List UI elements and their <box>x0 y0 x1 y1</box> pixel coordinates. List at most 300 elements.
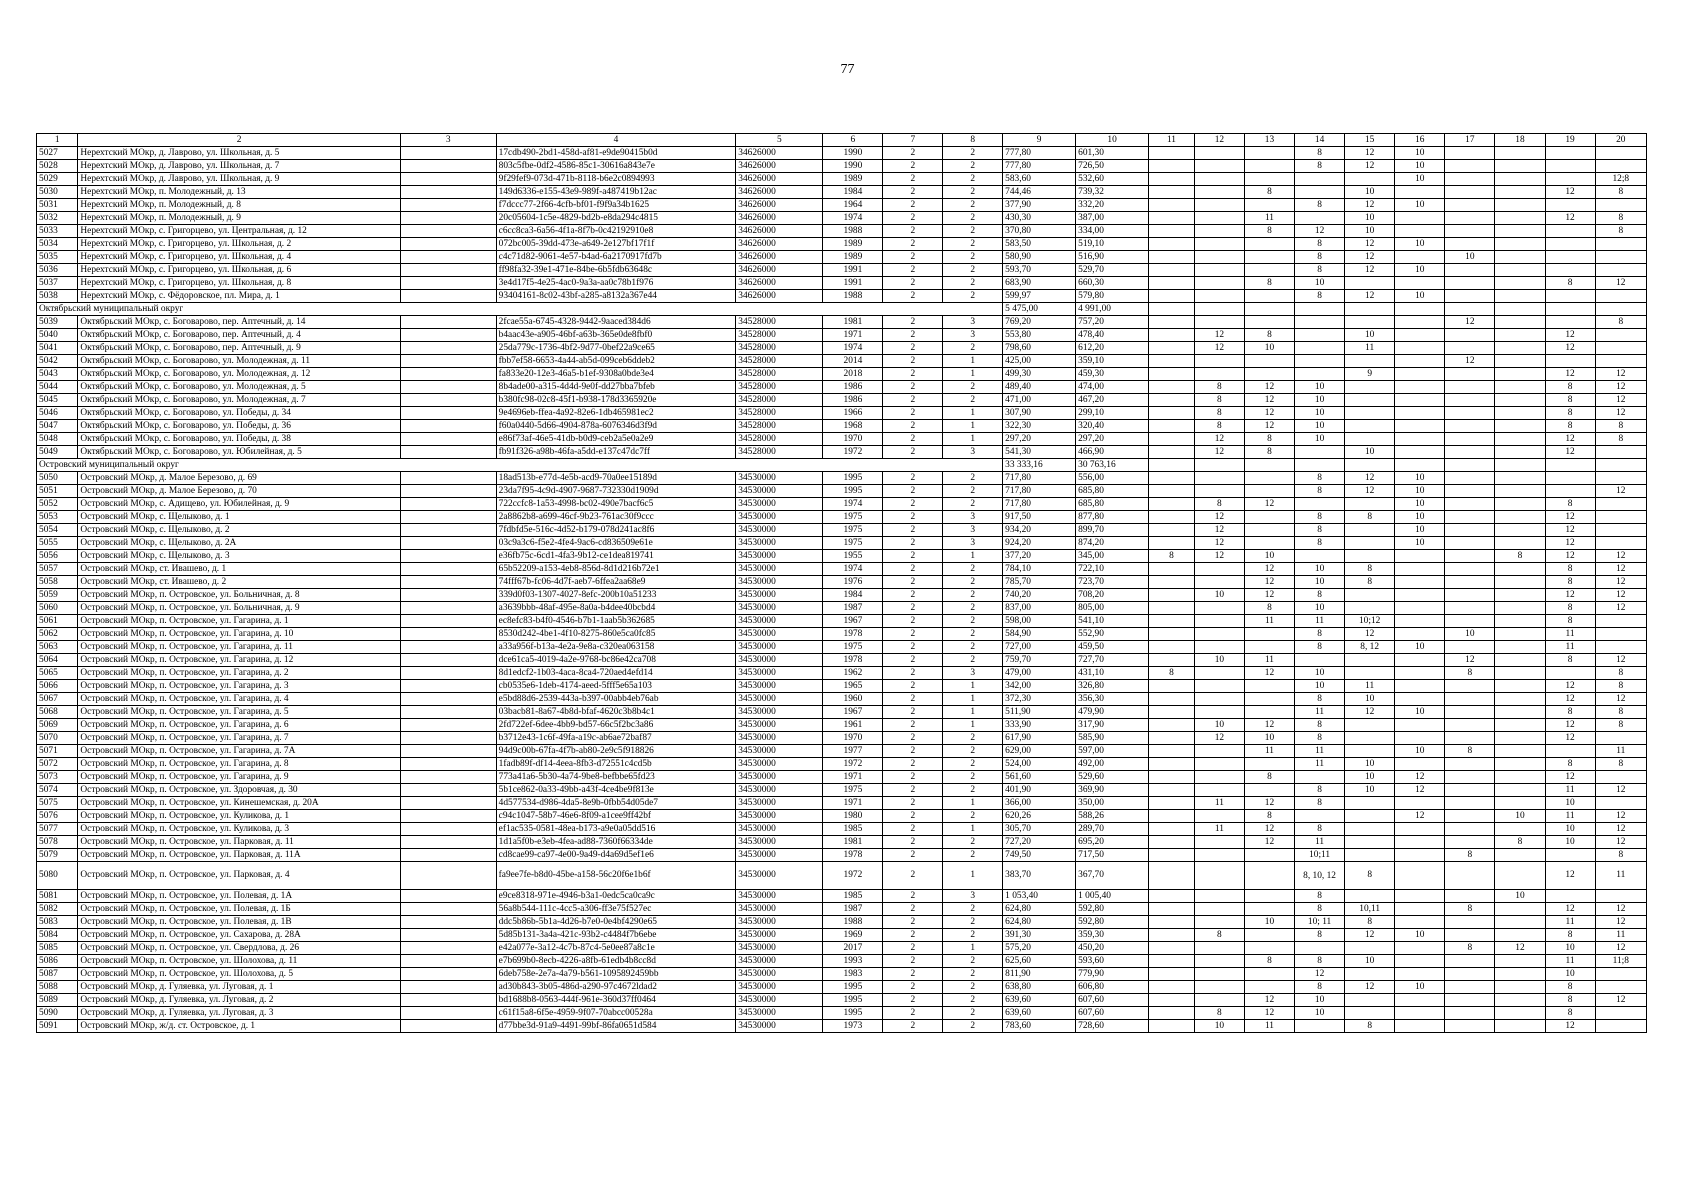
table-cell: 1 <box>943 942 1003 955</box>
table-cell: 2 <box>883 706 943 719</box>
table-cell <box>1345 173 1395 186</box>
table-cell: 1 <box>943 550 1003 563</box>
table-cell: 34530000 <box>736 836 823 849</box>
table-cell: 450,20 <box>1076 942 1149 955</box>
table-cell: 5034 <box>37 238 78 251</box>
table-cell: 8 <box>1295 264 1345 277</box>
table-cell: 10 <box>1395 524 1445 537</box>
table-cell <box>1345 277 1395 290</box>
table-cell: 8 <box>1295 199 1345 212</box>
table-row <box>37 368 1647 381</box>
table-cell <box>1395 550 1445 563</box>
table-cell: 1985 <box>823 890 883 903</box>
table-cell <box>400 394 496 407</box>
table-cell: 638,80 <box>1003 981 1076 994</box>
table-cell <box>1149 732 1195 745</box>
table-cell <box>1345 381 1395 394</box>
table-cell: 7fdbfd5e-516c-4d52-b179-078d241ac8f6 <box>496 524 736 537</box>
table-cell: 8 <box>1295 485 1345 498</box>
table-cell: 10 <box>1395 511 1445 524</box>
table-cell <box>1149 472 1195 485</box>
table-cell <box>1495 368 1545 381</box>
table-cell <box>1194 290 1244 303</box>
table-cell: 10 <box>1395 641 1445 654</box>
table-cell <box>400 420 496 433</box>
table-cell <box>1445 797 1495 810</box>
table-cell <box>1495 955 1545 968</box>
table-cell: 8 <box>1545 981 1595 994</box>
table-cell <box>1495 654 1545 667</box>
table-cell: 1d1a5f0b-e3eb-4fea-ad88-7360f66334de <box>496 836 736 849</box>
table-cell: Октябрьский МОкр, с. Боговарово, ул. Молодежная, д. 5 <box>78 381 400 394</box>
table-cell: Нерехтский МОкр, д. Лаврово, ул. Школьная, д. 5 <box>78 147 400 160</box>
table-cell: 2 <box>883 407 943 420</box>
table-cell: 593,60 <box>1076 955 1149 968</box>
table-cell <box>1295 498 1345 511</box>
table-cell <box>1244 147 1294 160</box>
table-cell <box>1149 420 1195 433</box>
table-cell: 1960 <box>823 693 883 706</box>
column-number: 10 <box>1076 134 1149 147</box>
table-cell: 8 <box>1595 186 1646 199</box>
table-cell <box>1345 994 1395 1007</box>
table-cell <box>1495 394 1545 407</box>
table-cell: 11 <box>1545 628 1595 641</box>
column-number: 12 <box>1194 134 1244 147</box>
table-cell: 25da779c-1736-4bf2-9d77-0bef22a9ce65 <box>496 342 736 355</box>
table-cell <box>1495 563 1545 576</box>
table-row <box>37 485 1647 498</box>
table-cell: 12 <box>1244 420 1294 433</box>
table-cell: 34626000 <box>736 186 823 199</box>
table-cell: 12 <box>1345 199 1395 212</box>
table-cell <box>1495 264 1545 277</box>
table-row <box>37 719 1647 732</box>
table-cell: 5088 <box>37 981 78 994</box>
table-cell: 1974 <box>823 498 883 511</box>
table-cell: 8 <box>1545 576 1595 589</box>
table-cell <box>1445 758 1495 771</box>
table-cell <box>1495 602 1545 615</box>
table-cell <box>1495 667 1545 680</box>
table-cell: 2017 <box>823 942 883 955</box>
table-cell: 708,20 <box>1076 589 1149 602</box>
table-cell <box>1595 329 1646 342</box>
table-cell <box>1149 277 1195 290</box>
table-cell: 34626000 <box>736 147 823 160</box>
table-cell: 1969 <box>823 929 883 942</box>
table-cell: 11 <box>1295 745 1345 758</box>
table-cell <box>1149 407 1195 420</box>
table-cell: 8 <box>1295 160 1345 173</box>
table-cell <box>400 225 496 238</box>
table-cell <box>400 251 496 264</box>
table-cell <box>1395 628 1445 641</box>
table-cell: 34626000 <box>736 160 823 173</box>
table-cell: 2 <box>883 381 943 394</box>
table-cell: 10;12 <box>1345 615 1395 628</box>
table-cell: 305,70 <box>1003 823 1076 836</box>
table-cell: 23da7f95-4c9d-4907-9687-732330d1909d <box>496 485 736 498</box>
table-cell: 467,20 <box>1076 394 1149 407</box>
table-cell: 12 <box>1595 485 1646 498</box>
table-cell: 8 <box>1545 615 1595 628</box>
table-cell: 2 <box>883 745 943 758</box>
table-cell <box>1495 147 1545 160</box>
table-row <box>37 160 1647 173</box>
table-cell <box>400 589 496 602</box>
table-cell: 10 <box>1295 667 1345 680</box>
table-cell: 2 <box>883 368 943 381</box>
table-cell <box>1595 472 1646 485</box>
table-cell: 585,90 <box>1076 732 1149 745</box>
table-cell <box>1149 511 1195 524</box>
table-cell <box>1495 485 1545 498</box>
table-cell <box>1595 199 1646 212</box>
table-cell: 5080 <box>37 862 78 890</box>
table-cell <box>1345 745 1395 758</box>
table-cell: 805,00 <box>1076 602 1149 615</box>
table-cell <box>1595 355 1646 368</box>
table-cell <box>400 810 496 823</box>
table-cell <box>1345 433 1395 446</box>
table-cell: 8 <box>1295 251 1345 264</box>
table-cell <box>1345 550 1395 563</box>
table-cell: 1975 <box>823 641 883 654</box>
table-cell <box>1345 420 1395 433</box>
table-cell <box>400 485 496 498</box>
table-cell: Островский МОкр, п. Островское, ул. Полевая, д. 1А <box>78 890 400 903</box>
table-cell <box>1194 706 1244 719</box>
table-cell <box>1149 498 1195 511</box>
table-cell: 10 <box>1345 446 1395 459</box>
table-cell: e5bd88d6-2539-443a-b397-00abb4eb76ab <box>496 693 736 706</box>
table-cell: 10 <box>1345 784 1395 797</box>
column-number: 7 <box>883 134 943 147</box>
table-cell: 12 <box>1595 994 1646 1007</box>
table-cell: Нерехтский МОкр, с. Григорцево, ул. Школьная, д. 2 <box>78 238 400 251</box>
table-cell: 8 <box>1545 654 1595 667</box>
table-cell: 12 <box>1244 394 1294 407</box>
table-cell <box>1149 355 1195 368</box>
table-cell: 2018 <box>823 368 883 381</box>
table-row <box>37 955 1647 968</box>
table-cell: 8d1edcf2-1b03-4aca-8ca4-720aed4efd14 <box>496 667 736 680</box>
table-cell <box>1445 1020 1495 1033</box>
table-cell <box>1244 264 1294 277</box>
table-cell: 2 <box>883 903 943 916</box>
table-cell: 34530000 <box>736 771 823 784</box>
table-cell: 479,90 <box>1076 706 1149 719</box>
table-cell: 2 <box>883 836 943 849</box>
table-cell: Островский МОкр, п. Островское, ул. Больничная, д. 9 <box>78 602 400 615</box>
table-cell: 2 <box>883 680 943 693</box>
table-cell <box>1149 758 1195 771</box>
table-cell <box>1495 615 1545 628</box>
table-cell <box>1395 186 1445 199</box>
table-cell: 1975 <box>823 537 883 550</box>
table-cell: 10 <box>1244 342 1294 355</box>
table-cell: 5071 <box>37 745 78 758</box>
table-cell: 478,40 <box>1076 329 1149 342</box>
table-cell <box>1244 485 1294 498</box>
table-cell: 3 <box>943 537 1003 550</box>
table-cell: 12 <box>1545 771 1595 784</box>
table-cell: 723,70 <box>1076 576 1149 589</box>
table-cell: 34530000 <box>736 942 823 955</box>
table-cell: 8b4ade00-a315-4d4d-9e0f-dd27bba7bfeb <box>496 381 736 394</box>
table-cell: 2 <box>883 771 943 784</box>
table-cell: 8 <box>1595 225 1646 238</box>
table-cell: 322,30 <box>1003 420 1076 433</box>
table-cell <box>1445 994 1495 1007</box>
table-cell <box>1495 797 1545 810</box>
table-row <box>37 563 1647 576</box>
table-cell <box>1445 381 1495 394</box>
table-cell: Октябрьский МОкр, с. Боговарово, ул. Молодежная, д. 7 <box>78 394 400 407</box>
table-cell: Островский МОкр, д. Малое Березово, д. 69 <box>78 472 400 485</box>
table-cell <box>1395 212 1445 225</box>
table-cell: 598,00 <box>1003 615 1076 628</box>
table-cell: 1976 <box>823 576 883 589</box>
table-cell <box>400 994 496 1007</box>
table-cell: 34530000 <box>736 758 823 771</box>
table-cell <box>1395 862 1445 890</box>
table-cell: ef1ac535-0581-48ea-b173-a9e0a05dd516 <box>496 823 736 836</box>
table-cell: 12 <box>1194 550 1244 563</box>
table-cell: 34530000 <box>736 823 823 836</box>
table-cell <box>1495 771 1545 784</box>
table-cell <box>1194 615 1244 628</box>
table-cell: 34530000 <box>736 849 823 862</box>
table-cell <box>1149 719 1195 732</box>
table-cell <box>1149 1007 1195 1020</box>
table-cell <box>1345 394 1395 407</box>
table-cell <box>1244 706 1294 719</box>
table-cell: 12 <box>1595 576 1646 589</box>
table-cell: 2 <box>943 849 1003 862</box>
table-cell: 2 <box>883 511 943 524</box>
table-cell: 8530d242-4be1-4f10-8275-860e5ca0fc85 <box>496 628 736 641</box>
table-cell <box>400 264 496 277</box>
table-cell: 93404161-8c02-43bf-a285-a8132a367e44 <box>496 290 736 303</box>
table-cell: 599,97 <box>1003 290 1076 303</box>
table-cell: 583,60 <box>1003 173 1076 186</box>
table-cell <box>400 342 496 355</box>
table-cell: b4aac43e-a905-46bf-a63b-365e0de8fbf0 <box>496 329 736 342</box>
table-row <box>37 810 1647 823</box>
table-cell: 8 <box>1194 407 1244 420</box>
table-cell: Островский МОкр, с. Щелыково, д. 2 <box>78 524 400 537</box>
table-cell: 1981 <box>823 836 883 849</box>
table-cell <box>1445 485 1495 498</box>
table-cell: 2 <box>883 199 943 212</box>
table-cell: 529,70 <box>1076 264 1149 277</box>
table-cell: 3 <box>943 890 1003 903</box>
table-cell: 837,00 <box>1003 602 1076 615</box>
table-cell: 5085 <box>37 942 78 955</box>
table-cell <box>400 329 496 342</box>
table-cell: 1995 <box>823 994 883 1007</box>
table-cell: 2 <box>943 472 1003 485</box>
table-cell: 339d0f03-1307-4027-8efc-200b10a51233 <box>496 589 736 602</box>
table-cell <box>1149 160 1195 173</box>
table-cell: 1 005,40 <box>1076 890 1149 903</box>
table-cell: 34530000 <box>736 693 823 706</box>
table-cell: 12 <box>1194 446 1244 459</box>
table-cell: 12 <box>1244 836 1294 849</box>
table-cell: Октябрьский МОкр, с. Боговарово, ул. Победы, д. 36 <box>78 420 400 433</box>
table-cell: 34528000 <box>736 329 823 342</box>
table-cell: 377,20 <box>1003 550 1076 563</box>
table-cell: 2 <box>943 147 1003 160</box>
table-cell <box>1194 225 1244 238</box>
table-cell: 556,00 <box>1076 472 1149 485</box>
table-cell: 10 <box>1244 550 1294 563</box>
table-cell: 759,70 <box>1003 654 1076 667</box>
table-cell: 8 <box>1149 667 1195 680</box>
table-cell <box>1495 849 1545 862</box>
table-cell: 8 <box>1595 667 1646 680</box>
table-row <box>37 784 1647 797</box>
table-cell: 12 <box>1595 916 1646 929</box>
table-cell: c94c1047-58b7-46e6-8f09-a1cee9ff42bf <box>496 810 736 823</box>
table-cell: 12 <box>1345 160 1395 173</box>
table-cell: 10 <box>1395 537 1445 550</box>
table-cell <box>1244 199 1294 212</box>
table-cell <box>1194 459 1244 472</box>
table-cell: 289,70 <box>1076 823 1149 836</box>
table-cell <box>1495 628 1545 641</box>
table-cell <box>1495 290 1545 303</box>
table-cell: 11 <box>1545 955 1595 968</box>
table-cell: 8 <box>1295 955 1345 968</box>
section-total: 33 333,16 <box>1003 459 1076 472</box>
table-cell: 1987 <box>823 903 883 916</box>
table-cell: 8 <box>1545 407 1595 420</box>
table-cell <box>1244 524 1294 537</box>
table-cell <box>1244 173 1294 186</box>
table-cell: 726,50 <box>1076 160 1149 173</box>
table-cell <box>400 615 496 628</box>
table-cell <box>1545 316 1595 329</box>
table-cell <box>1194 836 1244 849</box>
table-cell: 149d6336-e155-43e9-989f-a487419b12ac <box>496 186 736 199</box>
table-cell: 2 <box>883 277 943 290</box>
table-cell: 625,60 <box>1003 955 1076 968</box>
table-cell: 2 <box>943 1020 1003 1033</box>
table-cell: 5091 <box>37 1020 78 1033</box>
table-cell: 8 <box>1595 758 1646 771</box>
table-cell: 8 <box>1295 784 1345 797</box>
table-cell: 2 <box>943 784 1003 797</box>
table-cell: 10 <box>1395 264 1445 277</box>
table-cell: 12 <box>1194 433 1244 446</box>
table-cell <box>400 550 496 563</box>
table-cell <box>1495 994 1545 1007</box>
table-cell: 740,20 <box>1003 589 1076 602</box>
table-cell <box>1545 849 1595 862</box>
table-cell: 10 <box>1395 485 1445 498</box>
table-cell <box>1395 368 1445 381</box>
table-cell: 367,70 <box>1076 862 1149 890</box>
table-cell <box>1595 446 1646 459</box>
section-total: 4 991,00 <box>1076 303 1149 316</box>
table-cell: 1977 <box>823 745 883 758</box>
column-number: 8 <box>943 134 1003 147</box>
table-cell: 5078 <box>37 836 78 849</box>
table-cell <box>1395 394 1445 407</box>
table-cell <box>1445 890 1495 903</box>
table-cell: 34530000 <box>736 563 823 576</box>
table-cell <box>1244 903 1294 916</box>
table-cell <box>1149 394 1195 407</box>
table-cell: 1993 <box>823 955 883 968</box>
column-number: 4 <box>496 134 736 147</box>
table-cell: Октябрьский МОкр, с. Боговарово, пер. Аптечный, д. 4 <box>78 329 400 342</box>
column-number: 20 <box>1595 134 1646 147</box>
table-cell: 12 <box>1395 810 1445 823</box>
table-cell: 777,80 <box>1003 147 1076 160</box>
table-cell: 10 <box>1194 654 1244 667</box>
table-cell: 12 <box>1595 810 1646 823</box>
table-cell: 350,00 <box>1076 797 1149 810</box>
table-cell: 1 <box>943 862 1003 890</box>
table-cell: 8 <box>1545 277 1595 290</box>
table-cell <box>400 277 496 290</box>
table-cell: 12 <box>1295 968 1345 981</box>
table-cell: 5074 <box>37 784 78 797</box>
table-cell: 617,90 <box>1003 732 1076 745</box>
table-cell: 2 <box>883 264 943 277</box>
table-cell: 10 <box>1345 693 1395 706</box>
table-cell <box>1244 316 1294 329</box>
table-cell: 2 <box>883 628 943 641</box>
table-cell: 2 <box>883 667 943 680</box>
table-cell: 2 <box>943 641 1003 654</box>
table-cell: 10 <box>1345 329 1395 342</box>
table-cell: 2 <box>943 576 1003 589</box>
column-number-row <box>37 134 1647 147</box>
table-row <box>37 407 1647 420</box>
table-cell: 8 <box>1445 903 1495 916</box>
table-cell <box>400 472 496 485</box>
table-cell: 5d85b131-3a4a-421c-93b2-c4484f7b6ebe <box>496 929 736 942</box>
table-cell: 8 <box>1295 524 1345 537</box>
table-cell <box>1445 225 1495 238</box>
table-cell: 12 <box>1595 550 1646 563</box>
table-cell <box>1495 173 1545 186</box>
table-cell <box>1345 524 1395 537</box>
table-cell <box>1194 355 1244 368</box>
table-cell: 03c9a3c6-f5e2-4fe4-9ac6-cd836509e61e <box>496 537 736 550</box>
table-cell <box>1445 173 1495 186</box>
table-cell: 10 <box>1395 472 1445 485</box>
table-cell <box>1345 810 1395 823</box>
table-cell <box>1345 1007 1395 1020</box>
table-cell <box>1244 537 1294 550</box>
table-cell <box>400 381 496 394</box>
table-cell <box>1149 537 1195 550</box>
table-cell: 1988 <box>823 225 883 238</box>
table-cell <box>1149 459 1195 472</box>
table-cell: 2 <box>883 942 943 955</box>
table-cell: 2 <box>943 916 1003 929</box>
table-cell: 34528000 <box>736 342 823 355</box>
table-cell: 34530000 <box>736 706 823 719</box>
table-row <box>37 968 1647 981</box>
table-cell: 10 <box>1295 433 1345 446</box>
